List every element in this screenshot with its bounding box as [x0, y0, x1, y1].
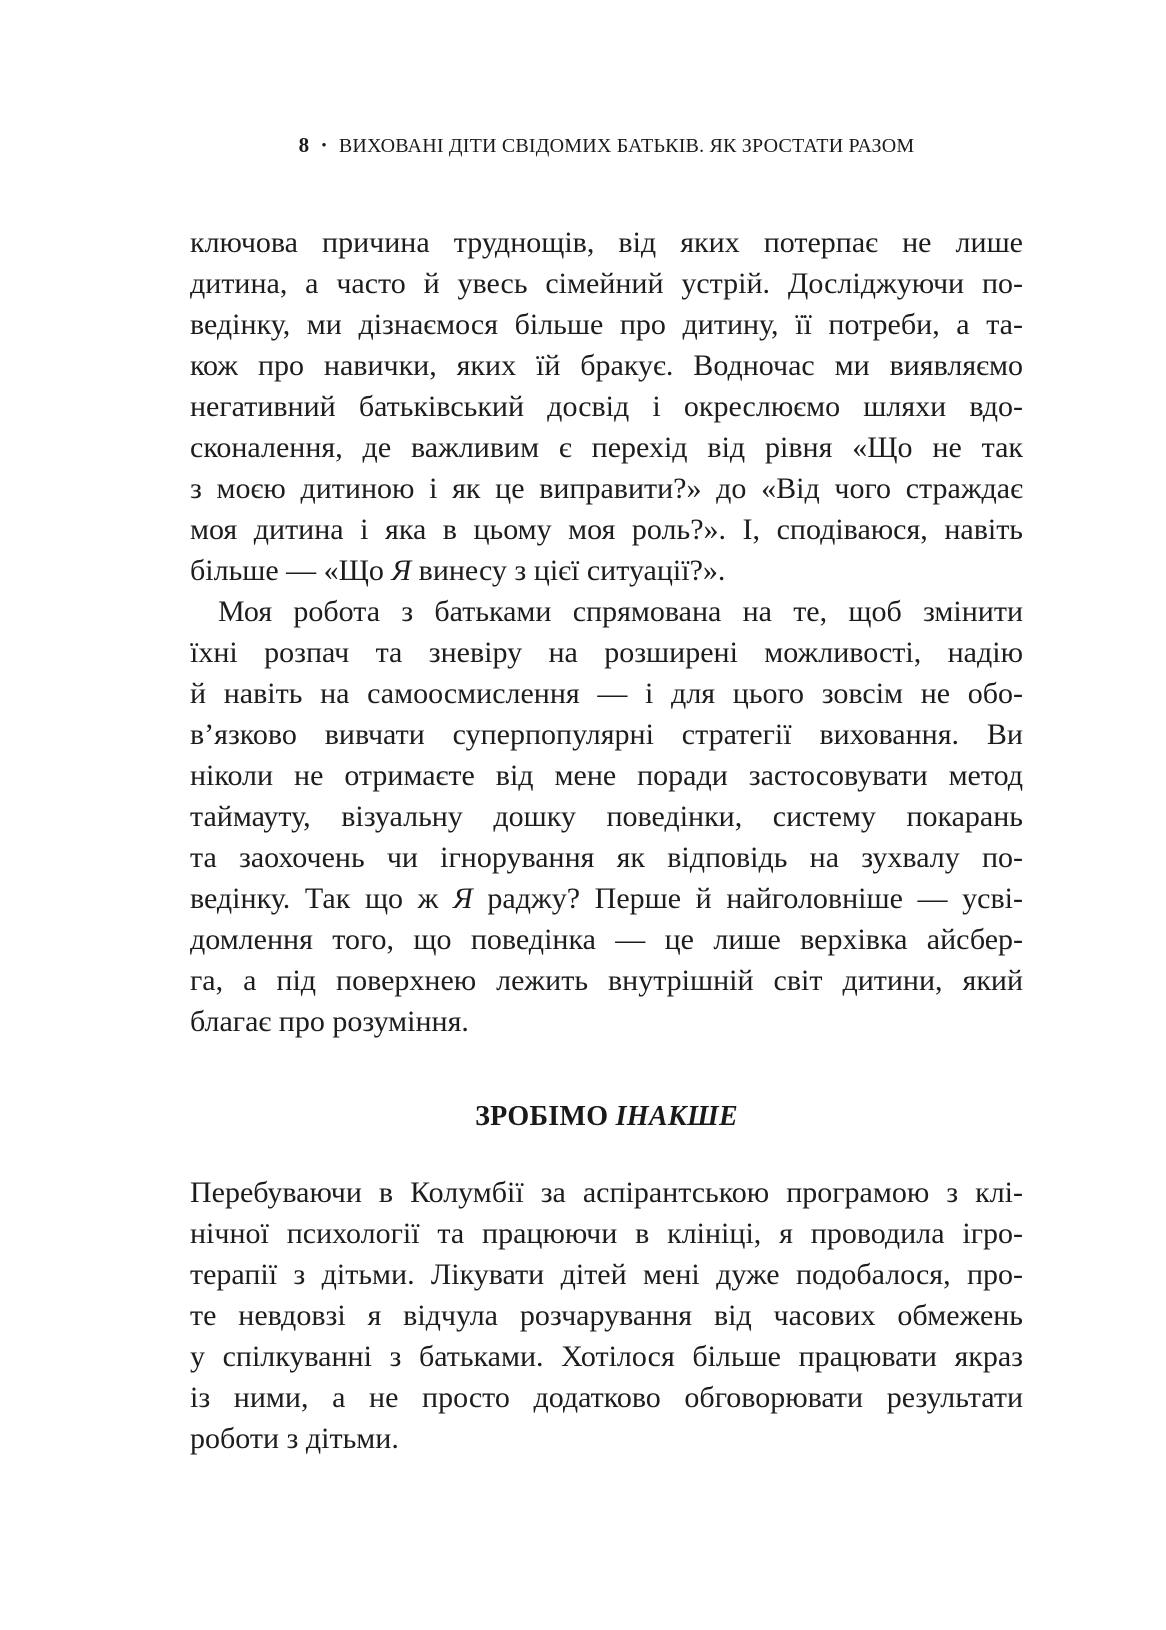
text-segment: із ними, а не просто додатково обговорювати результати — [190, 1381, 1023, 1414]
text-segment: негативний батьківський досвід і окреслюємо шляхи вдо- — [190, 390, 1023, 423]
paragraph — [190, 1172, 1023, 1459]
text-segment: благає про розуміння. — [190, 1005, 469, 1038]
text-line — [190, 222, 1023, 263]
italic-text: Я — [453, 882, 473, 915]
text-segment: винесу з цієї ситуації?». — [411, 554, 726, 587]
text-line — [190, 837, 1023, 878]
text-segment: терапії з дітьми. Лікувати дітей мені дуже подобалося, про- — [190, 1258, 1023, 1291]
text-line — [190, 960, 1023, 1001]
text-segment: більше — «Що — [190, 554, 392, 587]
text-line — [190, 1172, 1023, 1213]
text-line — [190, 673, 1023, 714]
text-line — [190, 878, 1023, 919]
text-segment: в’язково вивчати суперпопулярні стратегії виховання. Ви — [190, 718, 1023, 751]
text-line — [190, 1377, 1023, 1418]
section-heading — [190, 1100, 1023, 1134]
running-title: ВИХОВАНІ ДІТИ СВІДОМИХ БАТЬКІВ. ЯК ЗРОСТАТИ РАЗОМ — [338, 135, 915, 157]
text-line — [190, 550, 1023, 591]
text-line — [190, 304, 1023, 345]
text-segment: сконалення, де важливим є перехід від рівня «Що не так — [190, 431, 1023, 464]
text-segment: таймауту, візуальну дошку поведінки, систему покарань — [190, 800, 1023, 833]
italic-text: ІНАКШЕ — [615, 1101, 738, 1132]
text-line — [190, 1213, 1023, 1254]
text-segment: кож про навички, яких їй бракує. Водночас ми виявляємо — [190, 349, 1023, 382]
text-segment: й навіть на самоосмислення — і для цього зовсім не обо- — [190, 677, 1023, 710]
text-segment: дитина, а часто й увесь сімейний устрій. Досліджуючи по- — [190, 267, 1023, 300]
header-separator-dot: • — [321, 138, 327, 154]
text-segment: ведінку, ми дізнаємося більше про дитину, її потреби, а та- — [190, 308, 1023, 341]
text-segment: ЗРОБІМО — [475, 1101, 616, 1132]
italic-text: Я — [391, 554, 412, 587]
text-segment: ключова причина труднощів, від яких потерпає не лише — [190, 226, 1023, 259]
paragraph — [190, 591, 1023, 1042]
text-line — [190, 263, 1023, 304]
text-line — [190, 714, 1023, 755]
text-line — [190, 386, 1023, 427]
paragraph — [190, 222, 1023, 591]
text-segment: роботи з дітьми. — [190, 1422, 399, 1455]
text-line — [190, 796, 1023, 837]
text-segment: те невдовзі я відчула розчарування від часових обмежень — [190, 1299, 1023, 1332]
text-segment: Моя робота з батьками спрямована на те, щоб змінити — [218, 595, 1023, 628]
text-line — [190, 1418, 1023, 1459]
text-segment: у спілкуванні з батьками. Хотілося більше працювати якраз — [190, 1340, 1023, 1373]
text-segment: нічної психології та працюючи в клініці, я проводила ігро- — [190, 1217, 1023, 1250]
text-segment: ведінку. Так що ж — [190, 882, 454, 915]
text-segment: Перебуваючи в Колумбії за аспірантською програмою з клі- — [190, 1176, 1023, 1209]
text-segment: їхні розпач та зневіру на розширені можливості, надію — [190, 636, 1023, 669]
text-segment: та заохочень чи ігнорування як відповідь на зухвалу по- — [190, 841, 1023, 874]
text-segment: з моєю дитиною і як це виправити?» до «Від чого страждає — [190, 472, 1023, 505]
text-line — [190, 755, 1023, 796]
text-line — [190, 468, 1023, 509]
text-line — [190, 1336, 1023, 1377]
content — [190, 222, 1023, 1459]
text-segment: раджу? Перше й найголовніше — усві- — [472, 882, 1023, 915]
text-line — [190, 1254, 1023, 1295]
text-segment: га, а під поверхнею лежить внутрішній світ дитини, який — [190, 964, 1023, 997]
text-segment: ніколи не отримаєте від мене поради застосовувати метод — [190, 759, 1023, 792]
text-line — [190, 509, 1023, 550]
text-line — [190, 632, 1023, 673]
text-line — [190, 345, 1023, 386]
text-segment: домлення того, що поведінка — це лише верхівка айсбер- — [190, 923, 1023, 956]
page-number: 8 — [298, 133, 310, 157]
running-header — [190, 130, 1023, 160]
text-line — [190, 1295, 1023, 1336]
text-line — [190, 591, 1023, 632]
text-line — [190, 919, 1023, 960]
text-line — [190, 427, 1023, 468]
text-line — [190, 1001, 1023, 1042]
text-segment: моя дитина і яка в цьому моя роль?». І, сподіваюся, навіть — [190, 513, 1023, 546]
